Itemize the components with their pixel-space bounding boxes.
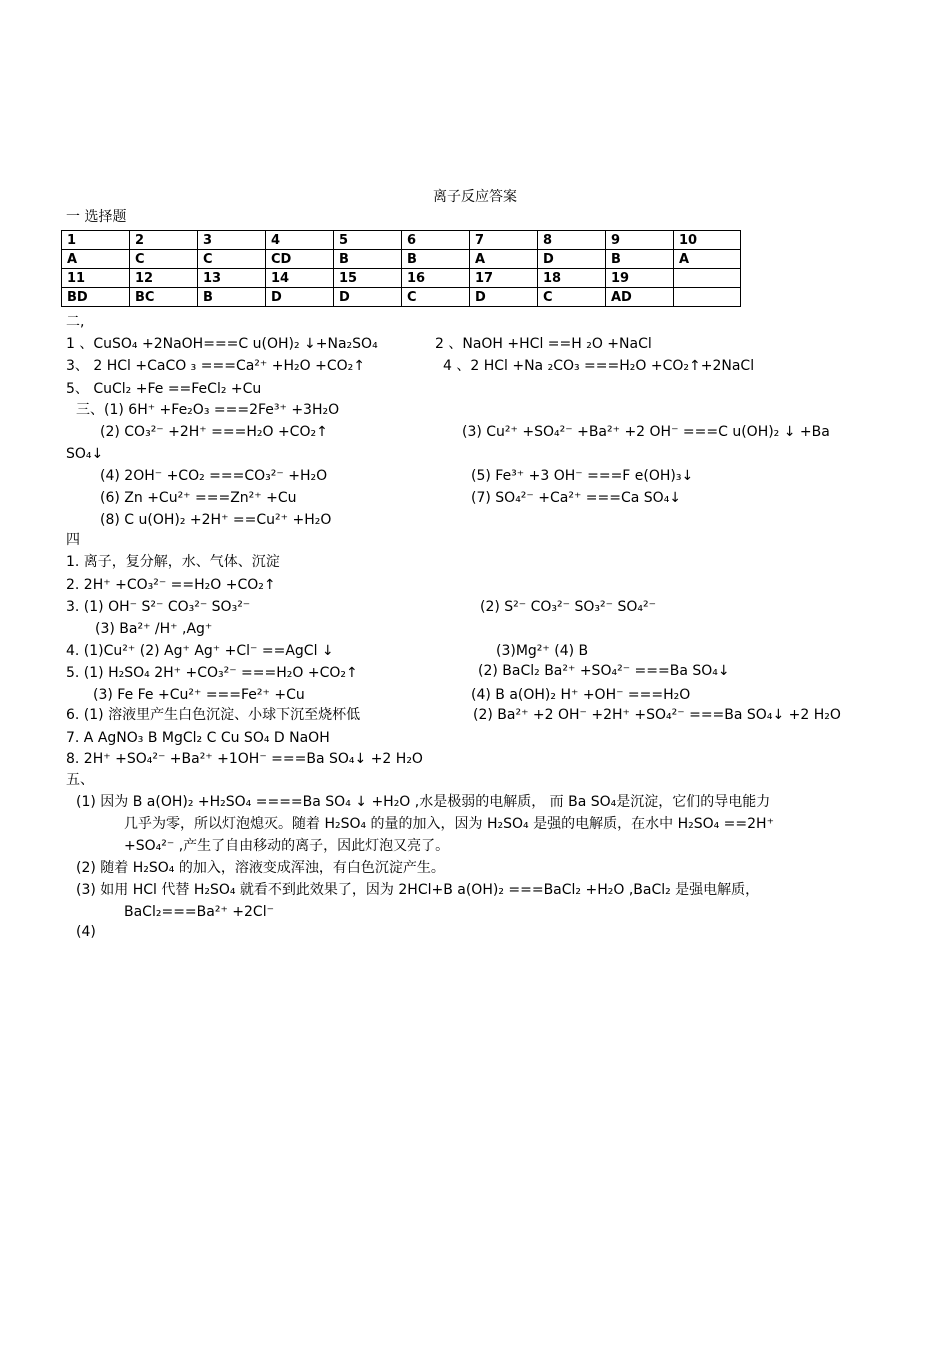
- table-cell: 14: [266, 269, 334, 288]
- table-cell: 18: [538, 269, 606, 288]
- answer-line: (7) SO₄²⁻ +Ca²⁺ ===Ca SO₄↓: [471, 490, 682, 506]
- table-cell: 6: [402, 231, 470, 250]
- answer-line: (4): [76, 924, 96, 940]
- table-cell: A: [674, 250, 741, 269]
- answer-line: 几乎为零，所以灯泡熄灭。随着 H₂SO₄ 的量的加入，因为 H₂SO₄ 是强的电解质，在水中 H₂SO₄ ==2H⁺: [124, 816, 774, 832]
- answer-line: (2) BaCl₂ Ba²⁺ +SO₄²⁻ ===Ba SO₄↓: [478, 663, 730, 679]
- table-cell: C: [198, 250, 266, 269]
- answer-line: (3) Ba²⁺ /H⁺ ,Ag⁺: [95, 621, 213, 637]
- table-cell: AD: [606, 288, 674, 307]
- answer-line: (3) Fe Fe +Cu²⁺ ===Fe²⁺ +Cu: [93, 687, 305, 703]
- answer-line: 5、 CuCl₂ +Fe ==FeCl₂ +Cu: [66, 381, 262, 397]
- table-cell: B: [606, 250, 674, 269]
- table-cell: 19: [606, 269, 674, 288]
- table-cell: 10: [674, 231, 741, 250]
- table-cell: D: [470, 288, 538, 307]
- table-cell: D: [538, 250, 606, 269]
- answer-line: 4. (1)Cu²⁺ (2) Ag⁺ Ag⁺ +Cl⁻ ==AgCl ↓: [66, 643, 334, 659]
- table-cell: D: [266, 288, 334, 307]
- table-row: [62, 288, 741, 307]
- answer-line: 6. (1) 溶液里产生白色沉淀、小球下沉至烧杯低: [66, 707, 361, 723]
- answer-line: 4 、2 HCl +Na ₂CO₃ ===H₂O +CO₂↑+2NaCl: [443, 358, 755, 374]
- answer-line: 3. (1) OH⁻ S²⁻ CO₃²⁻ SO₃²⁻: [66, 599, 251, 615]
- table-cell: 2: [130, 231, 198, 250]
- answer-line: (1) 因为 B a(OH)₂ +H₂SO₄ ====Ba SO₄ ↓ +H₂O ,水是极弱的电解质， 而 Ba SO₄是沉淀，它们的导电能力: [76, 794, 771, 810]
- table-cell: C: [130, 250, 198, 269]
- answer-line: 1 、CuSO₄ +2NaOH===C u(OH)₂ ↓+Na₂SO₄: [66, 336, 378, 352]
- answer-line: (4) B a(OH)₂ H⁺ +OH⁻ ===H₂O: [471, 687, 691, 703]
- answer-line: 五、: [66, 772, 94, 788]
- table-cell: 12: [130, 269, 198, 288]
- answer-line: 1. 离子，复分解，水、气体、沉淀: [66, 554, 280, 570]
- table-row: [62, 231, 741, 250]
- answer-line: (6) Zn +Cu²⁺ ===Zn²⁺ +Cu: [100, 490, 297, 506]
- answer-line: SO₄↓: [66, 446, 104, 462]
- table-cell: 4: [266, 231, 334, 250]
- answer-line: 5. (1) H₂SO₄ 2H⁺ +CO₃²⁻ ===H₂O +CO₂↑: [66, 665, 358, 681]
- table-cell: B: [334, 250, 402, 269]
- answer-line: (2) S²⁻ CO₃²⁻ SO₃²⁻ SO₄²⁻: [480, 599, 656, 615]
- answer-table: [61, 230, 741, 307]
- table-row: [62, 250, 741, 269]
- table-cell: 15: [334, 269, 402, 288]
- table-cell: CD: [266, 250, 334, 269]
- answer-line: (3) 如用 HCl 代替 H₂SO₄ 就看不到此效果了，因为 2HCl+B a(OH)₂ ===BaCl₂ +H₂O ,BaCl₂ 是强电解质，: [76, 882, 760, 898]
- table-cell: A: [62, 250, 130, 269]
- answer-line: 7. A AgNO₃ B MgCl₂ C Cu SO₄ D NaOH: [66, 730, 330, 746]
- table-cell: 11: [62, 269, 130, 288]
- table-cell: [674, 288, 741, 307]
- table-cell: 1: [62, 231, 130, 250]
- answer-line: 8. 2H⁺ +SO₄²⁻ +Ba²⁺ +1OH⁻ ===Ba SO₄↓ +2 H₂O: [66, 751, 423, 767]
- table-cell: B: [402, 250, 470, 269]
- answer-line: 三、(1) 6H⁺ +Fe₂O₃ ===2Fe³⁺ +3H₂O: [76, 402, 340, 418]
- table-cell: 5: [334, 231, 402, 250]
- page-title: 离子反应答案: [433, 189, 517, 205]
- table-cell: 8: [538, 231, 606, 250]
- table-cell: 13: [198, 269, 266, 288]
- table-cell: C: [402, 288, 470, 307]
- answer-line: (5) Fe³⁺ +3 OH⁻ ===F e(OH)₃↓: [471, 468, 694, 484]
- table-cell: B: [198, 288, 266, 307]
- table-cell: 9: [606, 231, 674, 250]
- answer-line: (2) 随着 H₂SO₄ 的加入，溶液变成浑浊，有白色沉淀产生。: [76, 860, 445, 876]
- answer-line: (4) 2OH⁻ +CO₂ ===CO₃²⁻ +H₂O: [100, 468, 328, 484]
- table-cell: 16: [402, 269, 470, 288]
- answer-line: 2 、NaOH +HCl ==H ₂O +NaCl: [435, 336, 652, 352]
- table-row: [62, 269, 741, 288]
- table-cell: BD: [62, 288, 130, 307]
- answer-line: 二,: [66, 314, 85, 330]
- answer-line: (3) Cu²⁺ +SO₄²⁻ +Ba²⁺ +2 OH⁻ ===C u(OH)₂ ↓ +Ba: [462, 424, 830, 440]
- section1-heading: 一 选择题: [66, 209, 127, 225]
- table-cell: A: [470, 250, 538, 269]
- table-cell: 3: [198, 231, 266, 250]
- table-cell: [674, 269, 741, 288]
- table-cell: BC: [130, 288, 198, 307]
- answer-line: (2) CO₃²⁻ +2H⁺ ===H₂O +CO₂↑: [100, 424, 328, 440]
- answer-line: (2) Ba²⁺ +2 OH⁻ +2H⁺ +SO₄²⁻ ===Ba SO₄↓ +2 H₂O: [473, 707, 841, 723]
- answer-line: 四: [66, 532, 80, 548]
- table-cell: D: [334, 288, 402, 307]
- answer-line: 2. 2H⁺ +CO₃²⁻ ==H₂O +CO₂↑: [66, 577, 276, 593]
- answer-line: +SO₄²⁻ ,产生了自由移动的离子，因此灯泡又亮了。: [124, 838, 450, 854]
- table-cell: 7: [470, 231, 538, 250]
- answer-line: (3)Mg²⁺ (4) B: [496, 643, 589, 659]
- table-cell: C: [538, 288, 606, 307]
- answer-line: 3、 2 HCl +CaCO ₃ ===Ca²⁺ +H₂O +CO₂↑: [66, 358, 365, 374]
- answer-line: BaCl₂===Ba²⁺ +2Cl⁻: [124, 904, 274, 920]
- table-cell: 17: [470, 269, 538, 288]
- answer-line: (8) C u(OH)₂ +2H⁺ ==Cu²⁺ +H₂O: [100, 512, 332, 528]
